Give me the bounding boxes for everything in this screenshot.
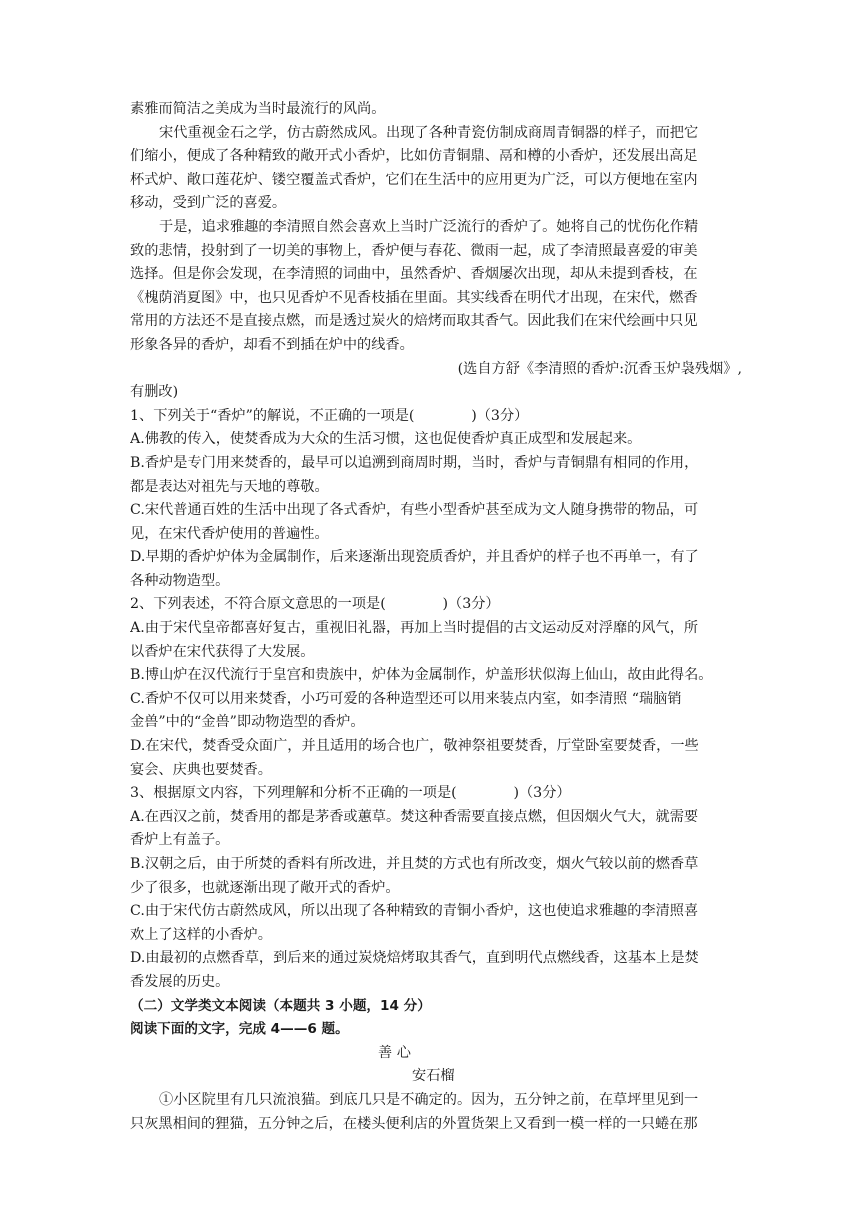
text-line: 常用的方法还不是直接点燃，而是透过炭火的焙烤而取其香气。因此我们在宋代绘画中只见 (130, 313, 698, 330)
section-instruction: 阅读下面的文字，完成 4——6 题。 (130, 1021, 349, 1038)
question-option: 宴会、庆典也要焚香。 (130, 761, 272, 778)
question-stem: 2、下列表述，不符合原文意思的一项是( )（3分） (130, 596, 500, 613)
text-line: 们缩小，便成了各种精致的敞开式小香炉，比如仿青铜鼎、鬲和樽的小香炉，还发展出高足 (130, 148, 698, 165)
question-option: 香发展的历史。 (130, 973, 230, 990)
text-line: 杯式炉、敞口莲花炉、镂空覆盖式香炉，它们在生活中的应用更为广泛，可以方便地在室内 (130, 171, 698, 188)
question-option: B.博山炉在汉代流行于皇宫和贵族中，炉体为金属制作，炉盖形状似海上仙山，故由此得名。 (130, 667, 713, 684)
text-line: 选择。但是你会发现，在李清照的词曲中，虽然香炉、香烟屡次出现，却从未提到香枝，在 (130, 266, 698, 283)
question-stem: 1、下列关于“香炉”的解说，不正确的一项是( )（3分） (130, 407, 529, 424)
text-line: 只灰黑相间的狸猫，五分钟之后，在楼头便利店的外置货架上又看到一模一样的一只蜷在那 (130, 1115, 698, 1132)
question-option: D.在宋代，焚香受众面广，并且适用的场合也广，敬神祭祖要焚香，厅堂卧室要焚香，一些 (130, 738, 699, 755)
text-line: ①小区院里有几只流浪猫。到底几只是不确定的。因为，五分钟之前，在草坪里见到一 (159, 1091, 699, 1108)
question-option: B.香炉是专门用来焚香的，最早可以追溯到商周时期，当时，香炉与青铜鼎有相同的作用， (130, 454, 699, 471)
text-line: 《槐荫消夏图》中，也只见香炉不见香枝插在里面。其实线香在明代才出现，在宋代，燃香 (130, 289, 698, 306)
question-option: A.在西汉之前，焚香用的都是茅香或蕙草。焚这种香需要直接点燃，但因烟火气大，就需要 (130, 808, 699, 825)
question-stem: 3、根据原文内容，下列理解和分析不正确的一项是( )（3分） (130, 785, 571, 802)
section-heading: （二）文学类文本阅读（本题共 3 小题，14 分） (130, 997, 431, 1014)
text-line: 素雅而简洁之美成为当时最流行的风尚。 (130, 101, 386, 117)
question-option: 金兽”中的“金兽”即动物造型的香炉。 (130, 714, 365, 731)
question-option: 都是表达对祖先与天地的尊敬。 (130, 478, 329, 495)
question-option: A.由于宋代皇帝都喜好复古，重视旧礼器，再加上当时提倡的古文运动反对浮靡的风气，所 (130, 620, 699, 637)
text-line: 宋代重视金石之学，仿古蔚然成风。出现了各种青瓷仿制成商周青铜器的样子，而把它 (159, 124, 699, 141)
text-line: 于是，追求雅趣的李清照自然会喜欢上当时广泛流行的香炉了。她将自己的忧伤化作精 (159, 218, 699, 235)
question-option: C.宋代普通百姓的生活中出现了各式香炉，有些小型香炉甚至成为文人随身携带的物品，可 (130, 502, 699, 519)
question-option: A.佛教的传入，使焚香成为大众的生活习惯，这也促使香炉真正成型和发展起来。 (130, 431, 642, 448)
question-option: D.早期的香炉炉体为金属制作，后来逐渐出现瓷质香炉，并且香炉的样子也不再单一，有了 (130, 549, 699, 566)
text-line: 形象各异的香炉，却看不到插在炉中的线香。 (130, 336, 414, 353)
source-citation: (选自方舒《李清照的香炉:沉香玉炉袅残烟》, (457, 360, 742, 377)
source-citation: 有删改) (130, 384, 179, 401)
question-option: 各种动物造型。 (130, 572, 230, 589)
question-option: C.香炉不仅可以用来焚香，小巧可爱的各种造型还可以用来装点内室，如李清照 “瑞脑销 (130, 690, 682, 707)
story-title: 善 心 (378, 1044, 411, 1061)
question-option: 见，在宋代香炉使用的普遍性。 (130, 525, 329, 542)
question-option: 以香炉在宋代获得了大发展。 (130, 643, 315, 660)
story-author: 安石榴 (412, 1068, 455, 1085)
text-line: 移动，受到广泛的喜爱。 (130, 195, 287, 212)
question-option: 香炉上有盖子。 (130, 832, 230, 849)
question-option: 少了很多，也就逐渐出现了敞开式的香炉。 (130, 879, 400, 896)
question-option: D.由最初的点燃香草，到后来的通过炭烧焙烤取其香气，直到明代点燃线香，这基本上是焚 (130, 950, 699, 967)
question-option: 欢上了这样的小香炉。 (130, 926, 272, 943)
question-option: B.汉朝之后，由于所焚的香料有所改进，并且焚的方式也有所改变，烟火气较以前的燃香草 (130, 856, 699, 872)
question-option: C.由于宋代仿古蔚然成风，所以出现了各种精致的青铜小香炉，这也使追求雅趣的李清照喜 (130, 903, 699, 920)
text-line: 致的悲情，投射到了一切美的事物上，香炉便与春花、微雨一起，成了李清照最喜爱的审美 (130, 242, 698, 259)
